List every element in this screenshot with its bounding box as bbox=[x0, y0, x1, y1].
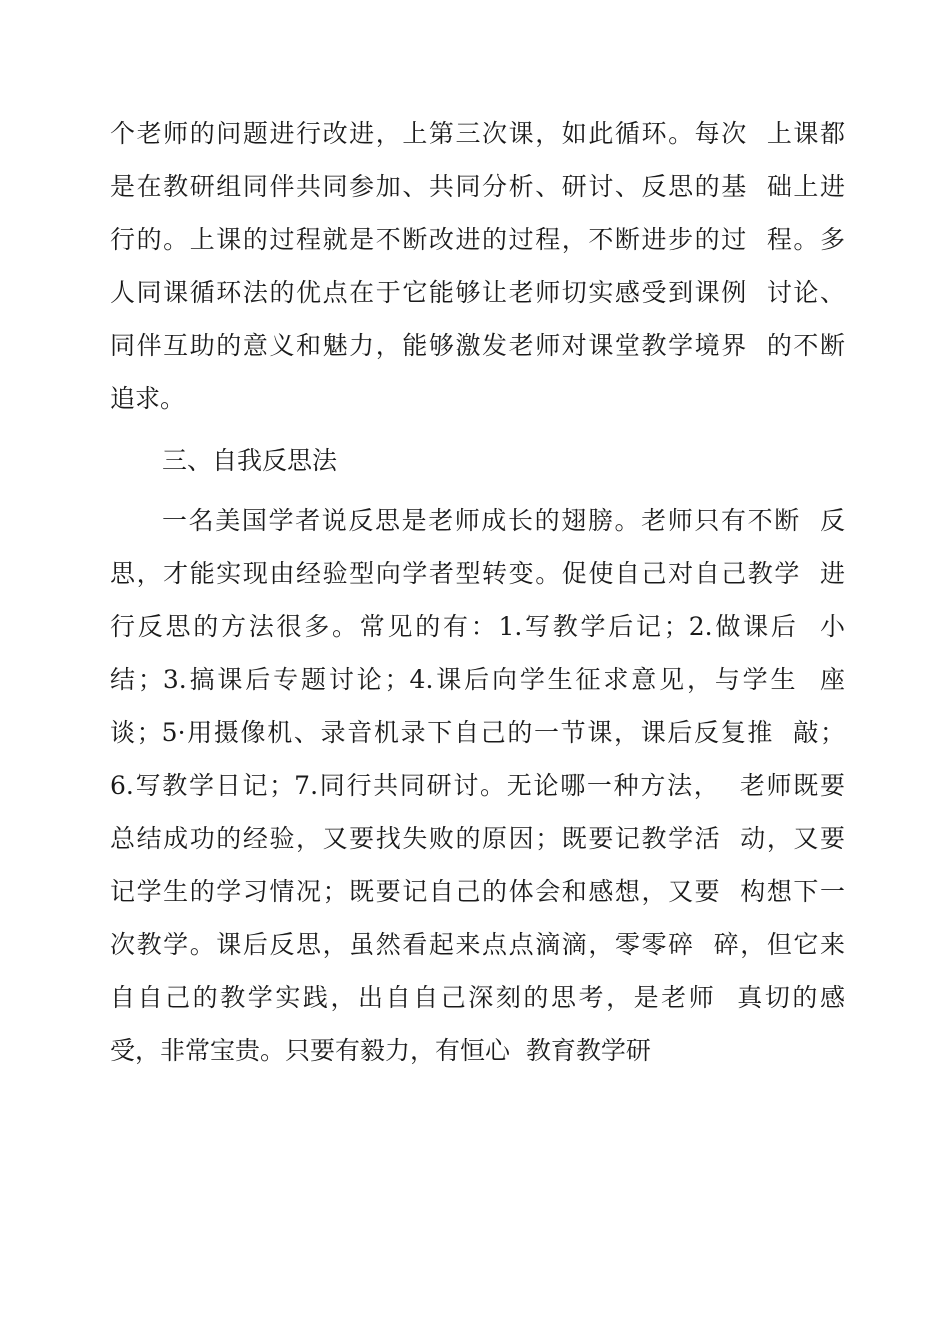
body-text-line: 人同课循环法的优点在于它能够让老师切实感受到课例 讨论、 bbox=[110, 278, 845, 307]
body-text-line: 行反思的方法很多。常见的有：1.写教学后记；2.做课后 小 bbox=[110, 612, 845, 641]
body-text-line: 一名美国学者说反思是老师成长的翅膀。老师只有不断 反 bbox=[162, 506, 845, 535]
body-text-line: 记学生的学习情况；既要记自己的体会和感想，又要 构想下一 bbox=[110, 877, 845, 906]
body-text-line: 思，才能实现由经验型向学者型转变。促使自己对自己教学 进 bbox=[110, 559, 845, 588]
body-text-line: 是在教研组同伴共同参加、共同分析、研讨、反思的基 础上进 bbox=[110, 172, 845, 201]
body-text-line: 同伴互助的意义和魅力，能够激发老师对课堂教学境界 的不断 bbox=[110, 331, 845, 360]
body-text-line: 追求。 bbox=[110, 384, 186, 413]
body-text-line: 次教学。课后反思，虽然看起来点点滴滴，零零碎 碎，但它来 bbox=[110, 930, 845, 959]
body-text-line: 6.写教学日记；7.同行共同研讨。无论哪一种方法， 老师既要 bbox=[110, 771, 845, 800]
section-heading: 三、自我反思法 bbox=[162, 446, 338, 475]
body-text-line: 自自己的教学实践，出自自己深刻的思考，是老师 真切的感 bbox=[110, 983, 845, 1012]
body-text-line: 行的。上课的过程就是不断改进的过程，不断进步的过 程。多 bbox=[110, 225, 845, 254]
body-text-line: 结；3.搞课后专题讨论；4.课后向学生征求意见，与学生 座 bbox=[110, 665, 845, 694]
body-text-line: 个老师的问题进行改进，上第三次课，如此循环。每次 上课都 bbox=[110, 119, 845, 148]
body-text-line: 谈；5·用摄像机、录音机录下自己的一节课，课后反复推 敲； bbox=[110, 718, 845, 747]
body-text-line: 受，非常宝贵。只要有毅力，有恒心 教育教学研 bbox=[110, 1036, 651, 1065]
body-text-line: 总结成功的经验，又要找失败的原因；既要记教学活 动，又要 bbox=[110, 824, 845, 853]
